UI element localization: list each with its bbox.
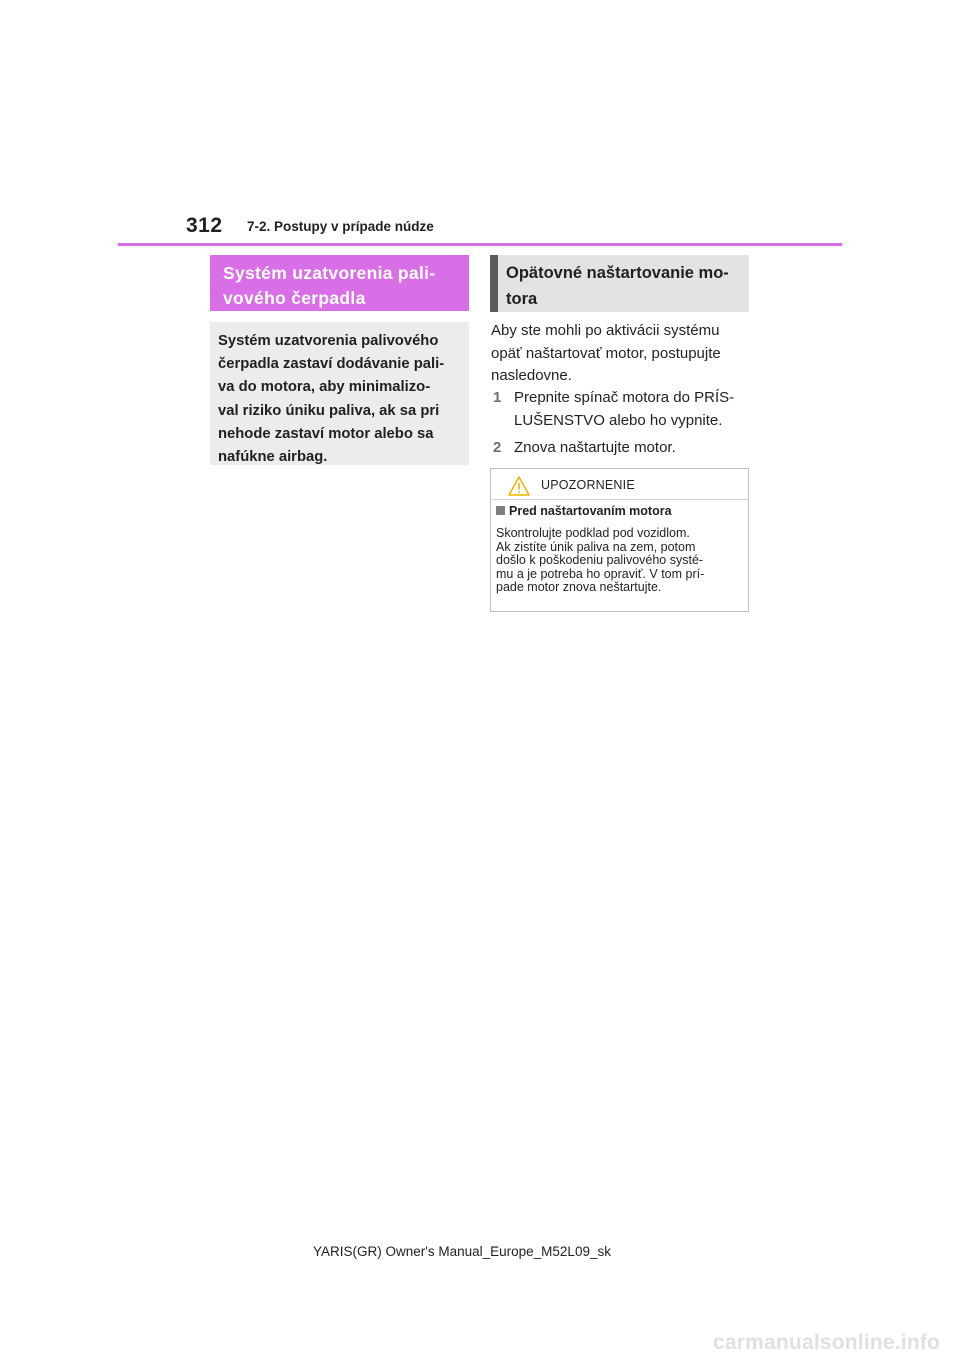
left-heading-line: vového čerpadla	[223, 288, 366, 308]
warning-subheading-text: Pred naštartovaním motora	[509, 504, 672, 518]
left-heading-line: Systém uzatvorenia pali-	[223, 263, 436, 283]
intro-line: nasledovne.	[491, 367, 572, 384]
warning-header	[491, 469, 748, 500]
watermark[interactable]: carmanualsonline.info	[713, 1331, 941, 1354]
page-number: 312	[186, 214, 223, 237]
intro-line: Aby ste mohli po aktivácii systému	[491, 322, 720, 339]
warning-text-line: Skontrolujte podklad pod vozidlom.	[496, 526, 690, 540]
left-summary-line: nehode zastaví motor alebo sa	[218, 425, 434, 442]
left-summary-line: nafúkne airbag.	[218, 449, 328, 466]
left-summary-line: Systém uzatvorenia palivového	[218, 333, 439, 349]
warning-box	[490, 468, 749, 612]
section-title: 7-2. Postupy v prípade núdze	[247, 219, 434, 234]
left-summary-line: va do motora, aby minimalizo-	[218, 379, 431, 396]
warning-text-line: mu a je potreba ho opraviť. V tom prí-	[496, 566, 705, 581]
right-heading	[490, 255, 749, 312]
left-summary-line: čerpadla zastaví dodávanie pali-	[218, 356, 445, 373]
right-heading-line: Opätovné naštartovanie mo-	[506, 264, 729, 282]
warning-text-line: došlo k poškodeniu palivového systé-	[496, 553, 704, 568]
footer: YARIS(GR) Owner's Manual_Europe_M52L09_sk	[313, 1244, 611, 1259]
left-summary-box	[210, 322, 469, 465]
step-number: 2	[493, 439, 502, 456]
left-summary-line: val riziko úniku paliva, ak sa pri	[218, 402, 440, 419]
step-text-line: Prepnite spínač motora do PRÍS-	[514, 389, 735, 406]
step-text-line: Znova naštartujte motor.	[514, 439, 676, 456]
intro-paragraph	[491, 320, 751, 388]
header-rule	[118, 243, 842, 246]
warning-text-line: Ak zistíte únik paliva na zem, potom	[496, 539, 696, 554]
right-heading-line: tora	[506, 290, 538, 308]
step-number: 1	[493, 389, 502, 406]
warning-subheading	[496, 504, 672, 518]
step-text-line: LUŠENSTVO alebo ho vypnite.	[514, 411, 723, 429]
warning-text-line: pade motor znova neštartujte.	[496, 580, 662, 595]
right-heading-bar	[490, 255, 498, 312]
warning-title: UPOZORNENIE	[541, 478, 635, 492]
square-bullet-icon	[496, 506, 505, 515]
intro-line: opäť naštartovať motor, postupujte	[491, 344, 721, 362]
warning-text	[496, 527, 741, 595]
left-heading	[210, 255, 469, 311]
warning-triangle-icon	[508, 476, 530, 496]
